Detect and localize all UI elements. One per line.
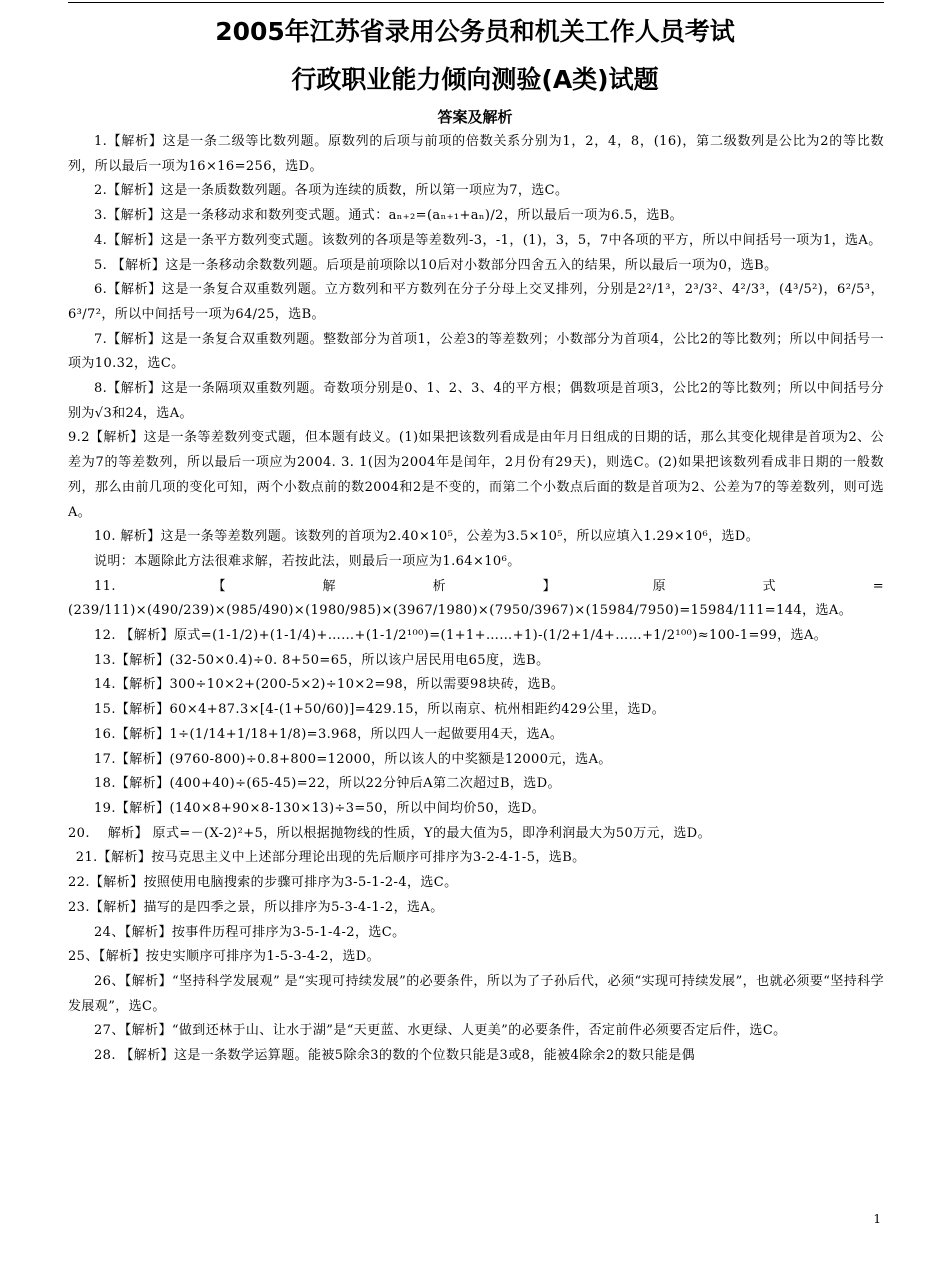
answer-20: 20. 解析】 原式=－(X-2)²+5，所以根据抛物线的性质，Y的最大值为5，即净利润最大为50万元，选D。 [68,825,712,841]
answer-3: 3.【解析】这是一条移动求和数列变式题。通式：aₙ₊₂=(aₙ₊₁+aₙ)/2，所以最后一项为6.5，选B。 [94,208,684,224]
answer-2: 2.【解析】这是一条质数数列题。各项为连续的质数，所以第一项应为7，选C。 [94,183,569,199]
answer-24: 24、【解析】按事件历程可排序为3-5-1-4-2，选C。 [94,924,406,940]
answer-11: 11.【解析】原式=(239/111)×(490/239)×(985/490)×(1980/985)×(3967/1980)×(7950/3967)×(15984/7950)=15984/111=144，选A。 [68,578,884,619]
answer-17: 17.【解析】(9760-800)÷0.8+800=12000，所以该人的中奖额是12000元，选A。 [94,751,612,767]
answer-6: 6.【解析】这是一条复合双重数列题。立方数列和平方数列在分子分母上交叉排列，分别是2²/1³，2³/3²、4²/3³，(4³/5²)，6²/5³，6³/7²，所以中间括号一项为64/25，选B。 [68,282,884,322]
exam-subtitle: 行政职业能力倾向测验(A类)试题 [291,65,659,94]
answer-1: 1.【解析】这是一条二级等比数列题。原数列的后项与前项的倍数关系分别为1，2，4，8，(16)，第二级数列是公比为2的等比数列，所以最后一项为16×16=256，选D。 [68,134,884,174]
answer-8: 8.【解析】这是一条隔项双重数列题。奇数项分别是0、1、2、3、4的平方根；偶数项是首项3，公比2的等比数列；所以中间括号分别为√3和24，选A。 [68,381,884,421]
answer-26: 26、【解析】“坚持科学发展观” 是“实现可持续发展”的必要条件，所以为了子孙后代，必须“实现可持续发展”，也就必须要“坚持科学发展观”，选C。 [68,973,884,1014]
answer-15: 15.【解析】60×4+87.3×[4-(1+50/60)]=429.15，所以南京、杭州相距约429公里，选D。 [94,702,666,718]
answer-9: 9.2【解析】这是一条等差数列变式题，但本题有歧义。(1)如果把该数列看成是由年月日组成的日期的话，那么其变化规律是首项为2、公差为7的等差数列，所以最后一项应为2004. 3. 1(因为2004年是闰年，2月份有29天)，则选C。(2)如果把该数列看成非日期的一般数列，那么由前几项的变化可知，两个小数点前的数2004和2是不变的，而第二个小数点后面的数是首项为2、公差为7的等差数列，则可选A。 [68,430,884,520]
answer-list [68,130,884,1069]
answer-13: 13.【解析】(32-50×0.4)÷0. 8+50=65，所以该户居民用电65度，选B。 [94,652,550,668]
top-rule [68,2,884,3]
answer-5: 5. 【解析】这是一条移动余数数列题。后项是前项除以10后对小数部分四舍五入的结果，所以最后一项为0，选B。 [94,257,778,273]
page-number: 1 [873,1212,881,1226]
answer-12: 12. 【解析】原式=(1-1/2)+(1-1/4)+……+(1-1/2¹⁰⁰)=(1+1+……+1)-(1/2+1/4+……+1/2¹⁰⁰)≈100-1=99，选A。 [94,628,828,644]
answer-7: 7.【解析】这是一条复合双重数列题。整数部分为首项1，公差3的等差数列；小数部分为首项4，公比2的等比数列；所以中间括号一项为10.32，选C。 [68,331,884,372]
answer-19: 19.【解析】(140×8+90×8-130×13)÷3=50，所以中间均价50，选D。 [94,800,546,816]
answer-25: 25、【解析】按史实顺序可排序为1-5-3-4-2，选D。 [68,949,380,965]
exam-title: 2005年江苏省录用公务员和机关工作人员考试 [215,17,735,46]
section-heading: 答案及解析 [437,108,513,126]
answer-27: 27、【解析】“做到还林于山、让水于湖”是“天更蓝、水更绿、人更美”的必要条件，否定前件必须要否定后件，选C。 [94,1023,787,1039]
answer-28: 28. 【解析】这是一条数学运算题。能被5除余3的数的个位数只能是3或8，能被4除余2的数只能是偶 [94,1048,696,1064]
answer-14: 14.【解析】300÷10×2+(200-5×2)÷10×2=98，所以需要98块砖，选B。 [94,677,565,693]
answer-23: 23.【解析】描写的是四季之景，所以排序为5-3-4-1-2，选A。 [68,899,444,915]
answer-4: 4.【解析】这是一条平方数列变式题。该数列的各项是等差数列-3，-1，(1)，3，5，7中各项的平方，所以中间括号一项为1，选A。 [94,232,882,248]
answer-22: 22.【解析】按照使用电脑搜索的步骤可排序为3-5-1-2-4，选C。 [68,875,458,891]
answer-10: 10. 解析】这是一条等差数列题。该数列的首项为2.40×10⁵，公差为3.5×10⁵，所以应填入1.29×10⁶，选D。 [94,529,760,545]
answer-21: 21.【解析】按马克思主义中上述部分理论出现的先后顺序可排序为3-2-4-1-5，选B。 [75,850,586,866]
answer-10-note: 说明：本题除此方法很难求解，若按此法，则最后一项应为1.64×10⁶。 [94,553,521,569]
answer-18: 18.【解析】(400+40)÷(65-45)=22，所以22分钟后A第二次超过B，选D。 [94,776,561,792]
answer-16: 16.【解析】1÷(1/14+1/18+1/8)=3.968，所以四人一起做要用4天，选A。 [94,726,564,742]
